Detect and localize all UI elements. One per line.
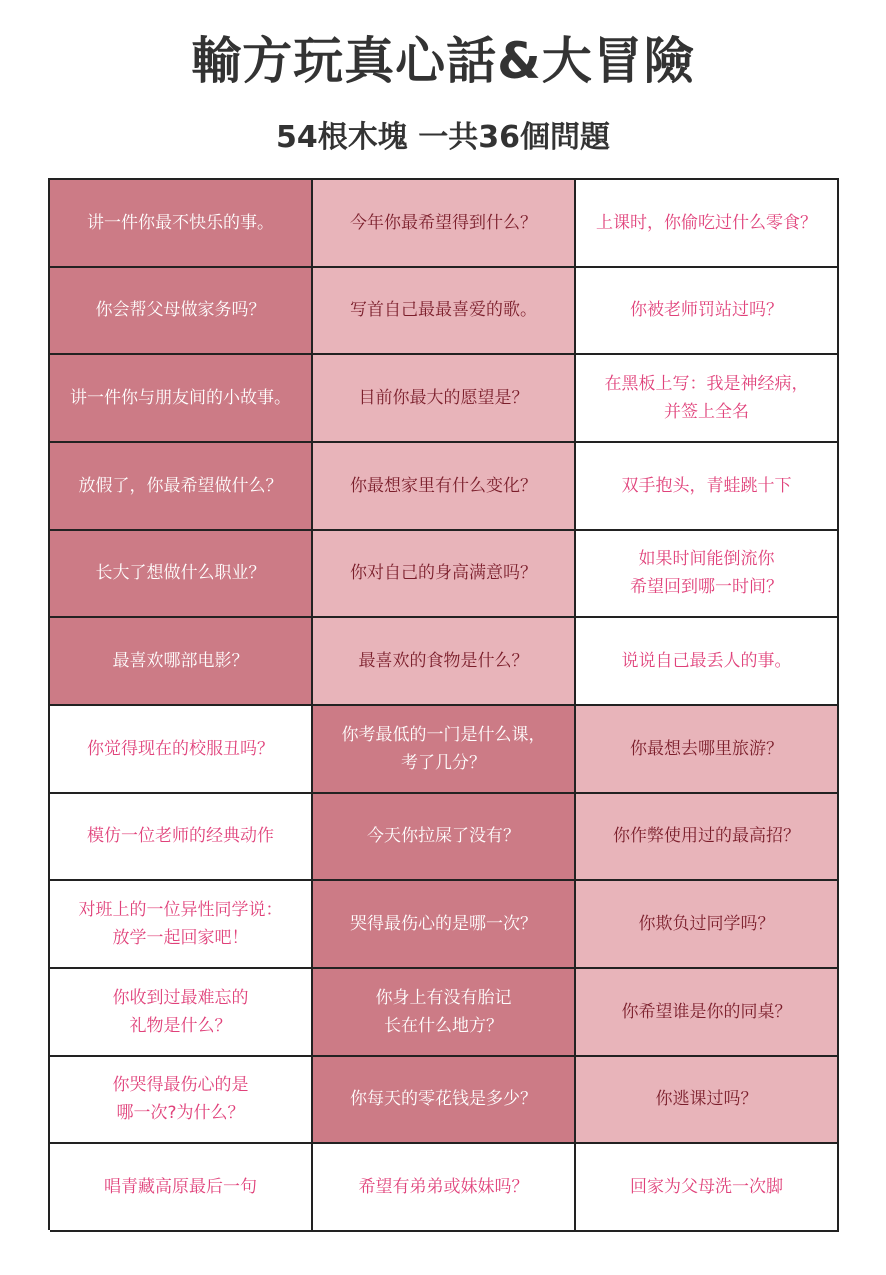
question-cell: 今天你拉屎了没有？: [313, 794, 576, 882]
question-cell: 长大了想做什么职业？: [50, 531, 313, 619]
question-cell: 你每天的零花钱是多少？: [313, 1057, 576, 1145]
question-cell: 哭得最伤心的是哪一次？: [313, 881, 576, 969]
question-cell: 你对自己的身高满意吗？: [313, 531, 576, 619]
question-cell: 今年你最希望得到什么？: [313, 180, 576, 268]
question-cell: 你最想去哪里旅游？: [576, 706, 839, 794]
page-title: 輸方玩真心話&大冒險: [191, 32, 695, 90]
question-cell: 最喜欢的食物是什么？: [313, 618, 576, 706]
question-cell: 写首自己最最喜爱的歌。: [313, 268, 576, 356]
question-cell: 你哭得最伤心的是 哪一次?为什么？: [50, 1057, 313, 1145]
question-cell: 你收到过最难忘的 礼物是什么？: [50, 969, 313, 1057]
question-cell: 双手抱头，青蛙跳十下: [576, 443, 839, 531]
question-cell: 如果时间能倒流你 希望回到哪一时间？: [576, 531, 839, 619]
question-cell: 你身上有没有胎记 长在什么地方？: [313, 969, 576, 1057]
question-grid: [48, 178, 839, 1230]
page-subtitle: 54根木塊 一共36個問題: [276, 120, 610, 155]
question-cell: 你欺负过同学吗？: [576, 881, 839, 969]
question-cell: 你被老师罚站过吗？: [576, 268, 839, 356]
question-cell: 你作弊使用过的最高招？: [576, 794, 839, 882]
question-cell: 目前你最大的愿望是？: [313, 355, 576, 443]
question-cell: 说说自己最丢人的事。: [576, 618, 839, 706]
question-cell: 希望有弟弟或妹妹吗？: [313, 1144, 576, 1232]
question-cell: 回家为父母洗一次脚: [576, 1144, 839, 1232]
question-cell: 唱青藏高原最后一句: [50, 1144, 313, 1232]
question-cell: 讲一件你与朋友间的小故事。: [50, 355, 313, 443]
question-cell: 对班上的一位异性同学说： 放学一起回家吧！: [50, 881, 313, 969]
question-cell: 你最想家里有什么变化？: [313, 443, 576, 531]
question-cell: 你觉得现在的校服丑吗？: [50, 706, 313, 794]
question-cell: 讲一件你最不快乐的事。: [50, 180, 313, 268]
question-cell: 你会帮父母做家务吗？: [50, 268, 313, 356]
question-cell: 最喜欢哪部电影？: [50, 618, 313, 706]
question-cell: 你希望谁是你的同桌？: [576, 969, 839, 1057]
question-cell: 在黑板上写：我是神经病， 并签上全名: [576, 355, 839, 443]
question-cell: 你考最低的一门是什么课， 考了几分？: [313, 706, 576, 794]
question-cell: 上课时，你偷吃过什么零食？: [576, 180, 839, 268]
question-cell: 你逃课过吗？: [576, 1057, 839, 1145]
question-cell: 模仿一位老师的经典动作: [50, 794, 313, 882]
question-cell: 放假了，你最希望做什么？: [50, 443, 313, 531]
